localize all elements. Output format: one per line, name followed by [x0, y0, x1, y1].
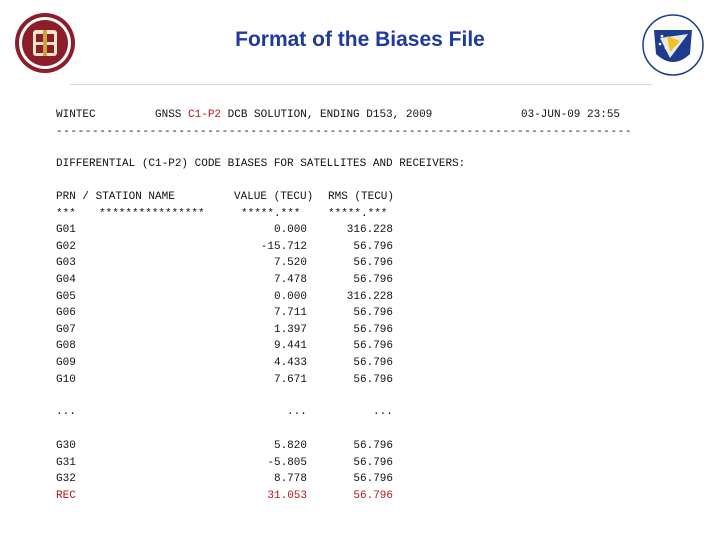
cell-value: -15.712 — [260, 240, 307, 253]
cell-rms: 316.228 — [346, 290, 393, 303]
cell-rms: 56.796 — [353, 240, 393, 253]
table-row — [56, 222, 656, 239]
format-value: *****.*** — [241, 207, 301, 220]
cell-value: 31.053 — [267, 489, 307, 502]
table-row — [56, 239, 656, 256]
cell-value: 7.671 — [273, 373, 307, 386]
cell-value: 0.000 — [273, 224, 307, 237]
column-header-prn-station: PRN / STATION NAME — [56, 191, 175, 203]
format-row — [56, 206, 656, 223]
table-row — [56, 338, 656, 355]
cell-rms: 56.796 — [353, 373, 393, 386]
cell-prn: G02 — [56, 240, 76, 253]
cell-prn: G05 — [56, 290, 76, 303]
table-row — [56, 488, 656, 505]
cell-prn: G10 — [56, 373, 76, 386]
column-header-row — [56, 189, 656, 206]
bias-table — [56, 189, 656, 519]
title-divider — [70, 84, 652, 85]
ellipsis-rms: ... — [373, 406, 393, 418]
cell-rms: 56.796 — [353, 323, 393, 336]
table-row — [56, 272, 656, 289]
cell-value: 1.397 — [273, 323, 307, 336]
cell-prn: G30 — [56, 440, 76, 452]
cell-rms: 56.796 — [353, 357, 393, 369]
cell-rms: 316.228 — [346, 224, 393, 237]
cell-value: 7.711 — [273, 307, 307, 320]
cell-value: 7.478 — [273, 274, 307, 286]
research-lab-shield-logo — [640, 14, 706, 76]
format-rms: *****.*** — [328, 207, 388, 220]
cell-rms: 56.796 — [353, 456, 393, 469]
format-station: **************** — [99, 207, 205, 220]
table-row — [56, 255, 656, 272]
cell-prn: G08 — [56, 340, 76, 353]
cell-prn: G09 — [56, 357, 76, 369]
cell-prn: G32 — [56, 473, 76, 486]
table-row — [56, 438, 656, 455]
cell-rms: 56.796 — [353, 340, 393, 353]
cell-value: 0.000 — [273, 290, 307, 303]
cell-value: 8.778 — [273, 473, 307, 486]
cell-prn: G31 — [56, 456, 76, 469]
ellipsis-row — [56, 404, 656, 421]
cell-prn: G04 — [56, 274, 76, 286]
section-title: DIFFERENTIAL (C1-P2) CODE BIASES FOR SATELLITES AND RECEIVERS: — [56, 158, 466, 170]
cell-rms: 56.796 — [353, 274, 393, 286]
separator-line: -------------------------------------------------------------------------------- — [56, 126, 633, 138]
cell-value: 7.520 — [273, 257, 307, 270]
cell-rms: 56.796 — [353, 307, 393, 320]
ellipsis-prn: ... — [56, 406, 76, 418]
table-row — [56, 355, 656, 372]
cell-rms: 56.796 — [353, 489, 393, 502]
table-row — [56, 322, 656, 339]
header-signal: C1-P2 — [188, 109, 222, 121]
cell-prn: G03 — [56, 257, 76, 270]
format-prn: *** — [56, 207, 76, 220]
table-row — [56, 289, 656, 306]
cell-prn: G06 — [56, 307, 76, 320]
cell-value: 9.441 — [273, 340, 307, 353]
cell-prn: G07 — [56, 323, 76, 336]
table-row — [56, 471, 656, 488]
slide-title: Format of the Biases File — [235, 28, 485, 51]
cell-rms: 56.796 — [353, 473, 393, 486]
header-program: WINTEC — [56, 109, 96, 121]
cell-prn: G01 — [56, 224, 76, 237]
cell-rms: 56.796 — [353, 440, 393, 452]
column-header-rms: RMS (TECU) — [328, 191, 395, 203]
cell-value: -5.805 — [267, 456, 307, 469]
ellipsis-value: ... — [287, 406, 307, 418]
cell-rms: 56.796 — [353, 257, 393, 270]
table-row — [56, 372, 656, 389]
column-header-value: VALUE (TECU) — [234, 191, 314, 203]
header-date: 03-JUN-09 23:55 — [521, 109, 621, 121]
table-row — [56, 305, 656, 322]
cell-value: 5.820 — [273, 440, 307, 452]
cell-prn: REC — [56, 489, 76, 502]
table-row — [56, 455, 656, 472]
cell-value: 4.433 — [273, 357, 307, 369]
header-solution: GNSS C1-P2 DCB SOLUTION, ENDING D153, 2009 — [155, 109, 433, 121]
